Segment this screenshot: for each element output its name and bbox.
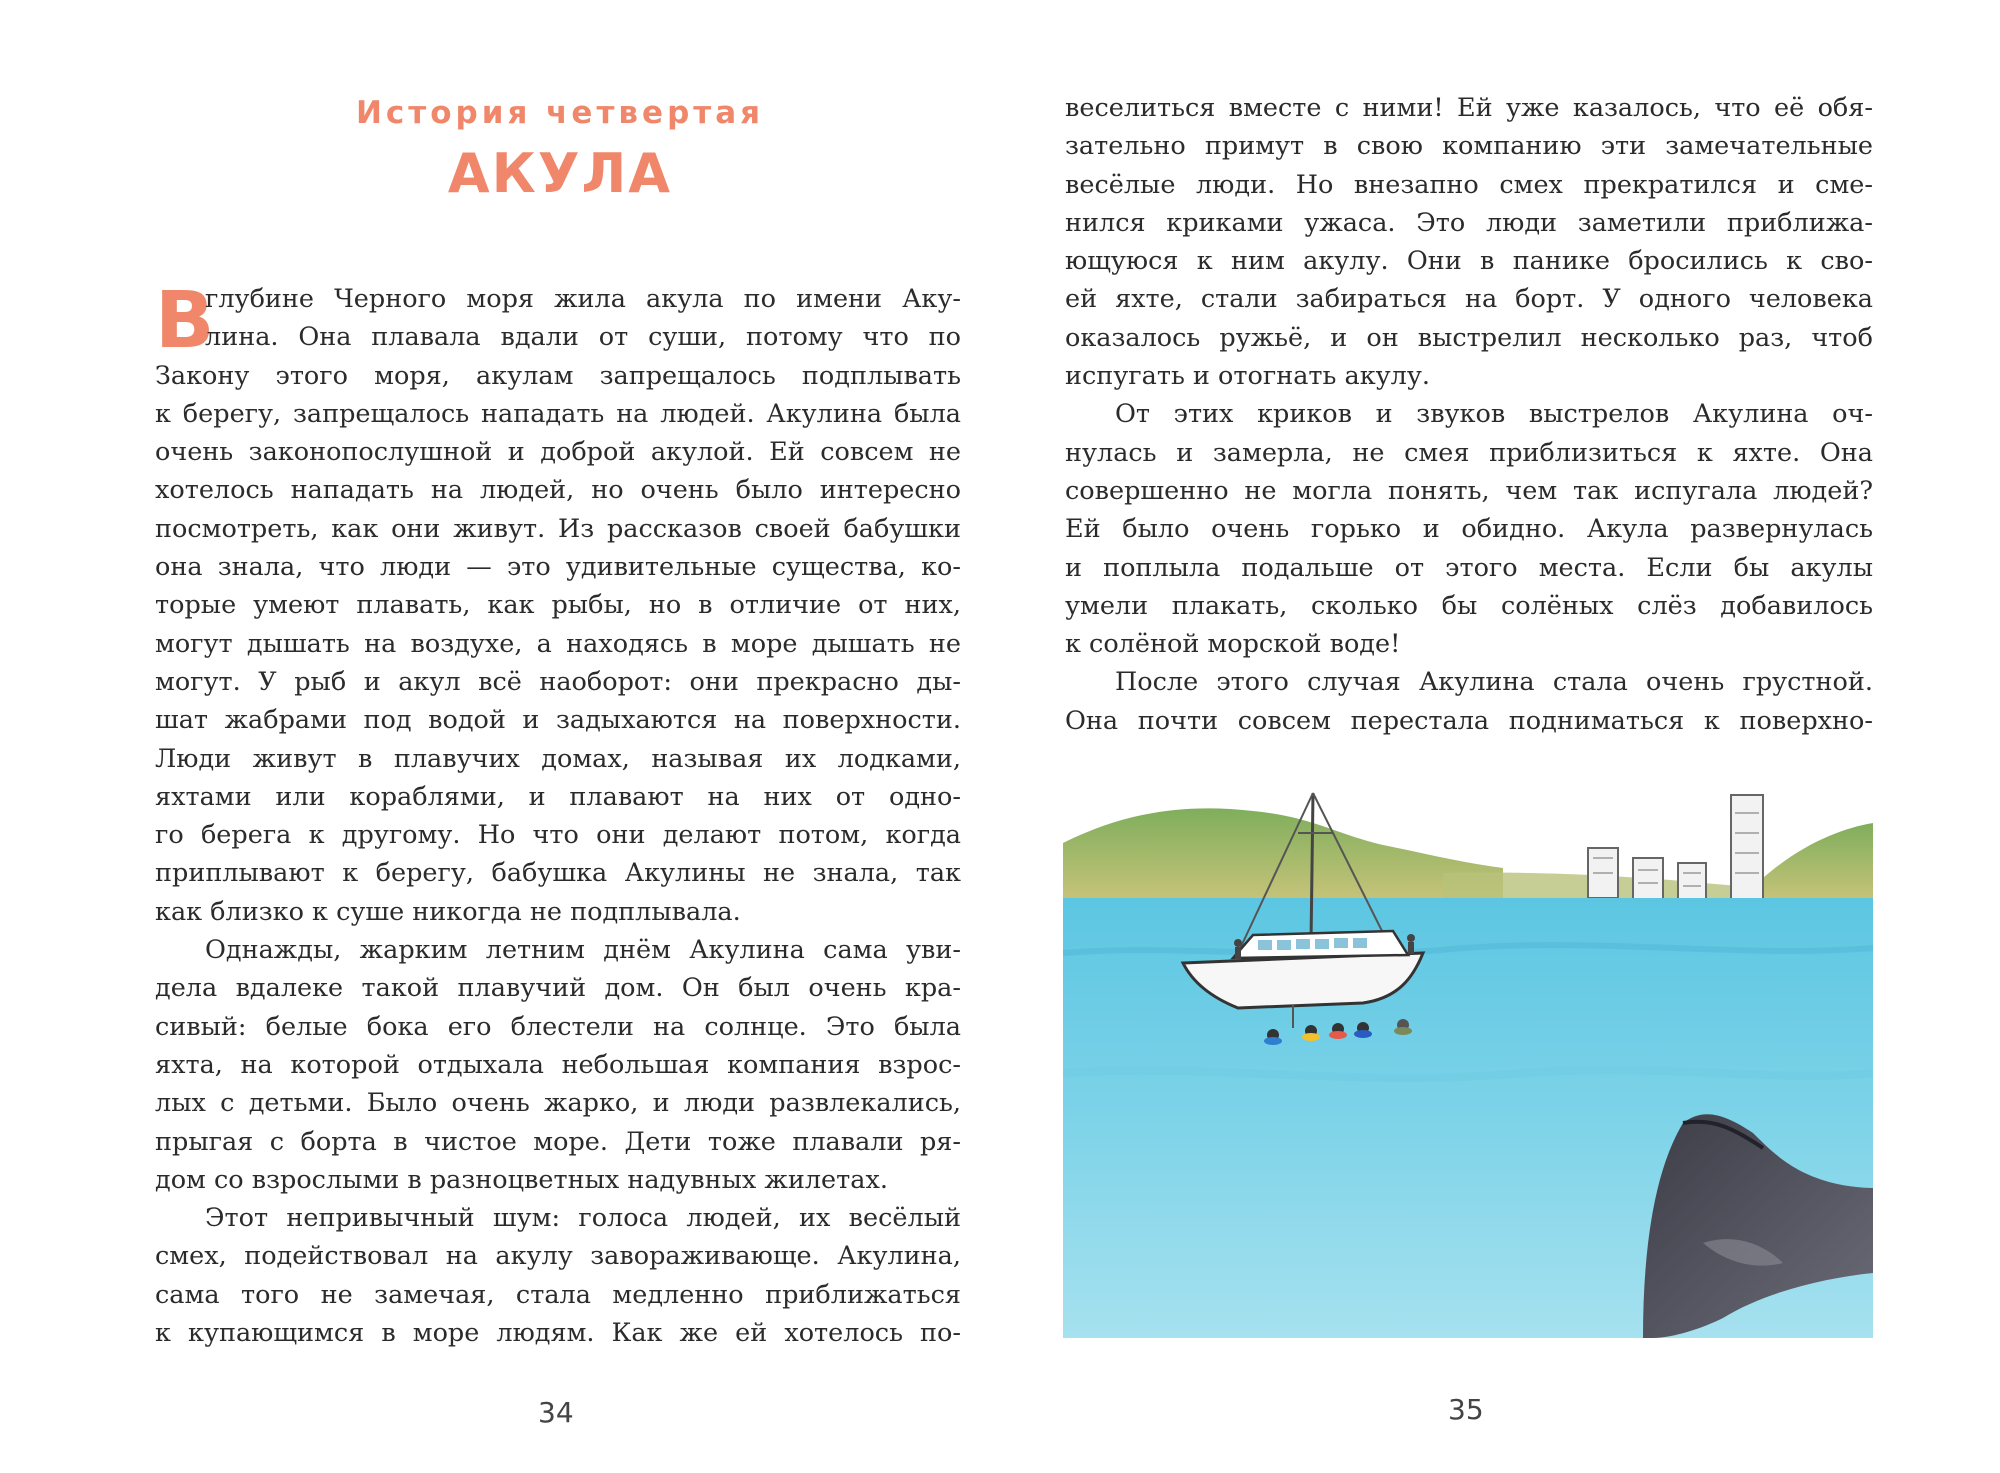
- text-line: приплывают к берегу, бабушка Акулины не знала, так: [155, 858, 961, 889]
- text-line: лина. Она плавала вдали от суши, потому что по: [205, 322, 961, 353]
- text-line: дела вдалеке такой плавучий дом. Он был очень кра-: [155, 973, 961, 1004]
- text-line: дом со взрослыми в разноцветных надувных жилетах.: [155, 1164, 888, 1195]
- text-line: сама того не замечая, стала медленно приближаться: [155, 1279, 961, 1310]
- text-line: веселиться вместе с ними! Ей уже казалось, что её обя-: [1065, 93, 1873, 123]
- text-line: глубине Черного моря жила акула по имени Аку-: [205, 284, 961, 314]
- text-line: яхтами или кораблями, и плавают на них от одно-: [155, 781, 961, 812]
- text-line: зательно примут в свою компанию эти замечательные: [1065, 131, 1873, 162]
- page-number-left: 34: [538, 1396, 574, 1429]
- text-line: могут. У рыб и акул всё наоборот: они прекрасно ды-: [155, 666, 961, 697]
- text-line: торые умеют плавать, как рыбы, но в отличие от них,: [155, 590, 961, 621]
- text-line: Она почти совсем перестала подниматься к поверхно-: [1065, 705, 1873, 736]
- text-line: умели плакать, сколько бы солёных слёз добавилось: [1065, 590, 1873, 621]
- text-line: прыгая с борта в чистое море. Дети тоже плавали ря-: [155, 1126, 961, 1157]
- text-line: шат жабрами под водой и задыхаются на поверхности.: [155, 705, 961, 736]
- text-line: весёлые люди. Но внезапно смех прекратился и сме-: [1065, 169, 1873, 200]
- text-line: оказалось ружьё, и он выстрелил несколько раз, чтоб: [1065, 322, 1873, 353]
- drop-cap: В: [155, 276, 215, 366]
- text-line: го берега к другому. Но что они делают потом, когда: [155, 820, 961, 851]
- text-line: От этих криков и звуков выстрелов Акулина оч-: [1115, 399, 1873, 430]
- page-number-right: 35: [1448, 1393, 1484, 1426]
- story-title: АКУЛА: [447, 142, 673, 205]
- text-line: очень законопослушной и доброй акулой. Ей совсем не: [155, 437, 961, 468]
- watercolor-illustration: [1063, 773, 1873, 1338]
- text-line: смех, подействовал на акулу завораживающе. Акулина,: [155, 1241, 961, 1272]
- text-line: После этого случая Акулина стала очень грустной.: [1115, 667, 1873, 698]
- story-kicker: История четвертая: [355, 95, 765, 131]
- left-page-text: [155, 276, 961, 1352]
- text-line: нулась и замерла, не смея приблизиться к яхте. Она: [1065, 437, 1873, 468]
- text-line: могут дышать на воздухе, а находясь в море дышать не: [155, 628, 961, 659]
- text-line: и поплыла подальше от этого места. Если бы акулы: [1065, 552, 1873, 583]
- text-line: испугать и отогнать акулу.: [1065, 361, 1430, 392]
- text-line: к берегу, запрещалось нападать на людей. Акулина была: [155, 398, 961, 429]
- text-line: ей яхте, стали забираться на борт. У одного человека: [1065, 284, 1873, 315]
- text-line: ющуюся к ним акулу. Они в панике бросились к сво-: [1065, 246, 1873, 277]
- text-line: яхта, на которой отдыхала небольшая компания взрос-: [155, 1049, 961, 1080]
- text-line: к купающимся в море людям. Как же ей хотелось по-: [155, 1318, 961, 1349]
- text-line: Этот непривычный шум: голоса людей, их весёлый: [205, 1203, 961, 1234]
- text-line: к солёной морской воде!: [1065, 629, 1401, 660]
- right-page-text: [1065, 89, 1873, 740]
- text-line: она знала, что люди — это удивительные существа, ко-: [155, 552, 961, 583]
- text-line: лых с детьми. Было очень жарко, и люди развлекались,: [155, 1088, 961, 1119]
- text-line: Однажды, жарким летним днём Акулина сама уви-: [205, 935, 961, 966]
- text-line: совершенно не могла понять, чем так испугала людей?: [1065, 475, 1873, 506]
- text-line: нился криками ужаса. Это люди заметили приближа-: [1065, 207, 1873, 238]
- text-line: сивый: белые бока его блестели на солнце. Это была: [155, 1011, 961, 1042]
- text-line: Закону этого моря, акулам запрещалось подплывать: [155, 360, 961, 391]
- text-line: хотелось нападать на людей, но очень было интересно: [155, 475, 961, 506]
- text-line: Ей было очень горько и обидно. Акула развернулась: [1065, 514, 1873, 545]
- sea-scene-image: [1063, 773, 1873, 1338]
- text-line: посмотреть, как они живут. Из рассказов своей бабушки: [155, 513, 961, 544]
- text-line: Люди живут в плавучих домах, называя их лодками,: [155, 743, 961, 774]
- text-line: как близко к суше никогда не подплывала.: [155, 896, 741, 927]
